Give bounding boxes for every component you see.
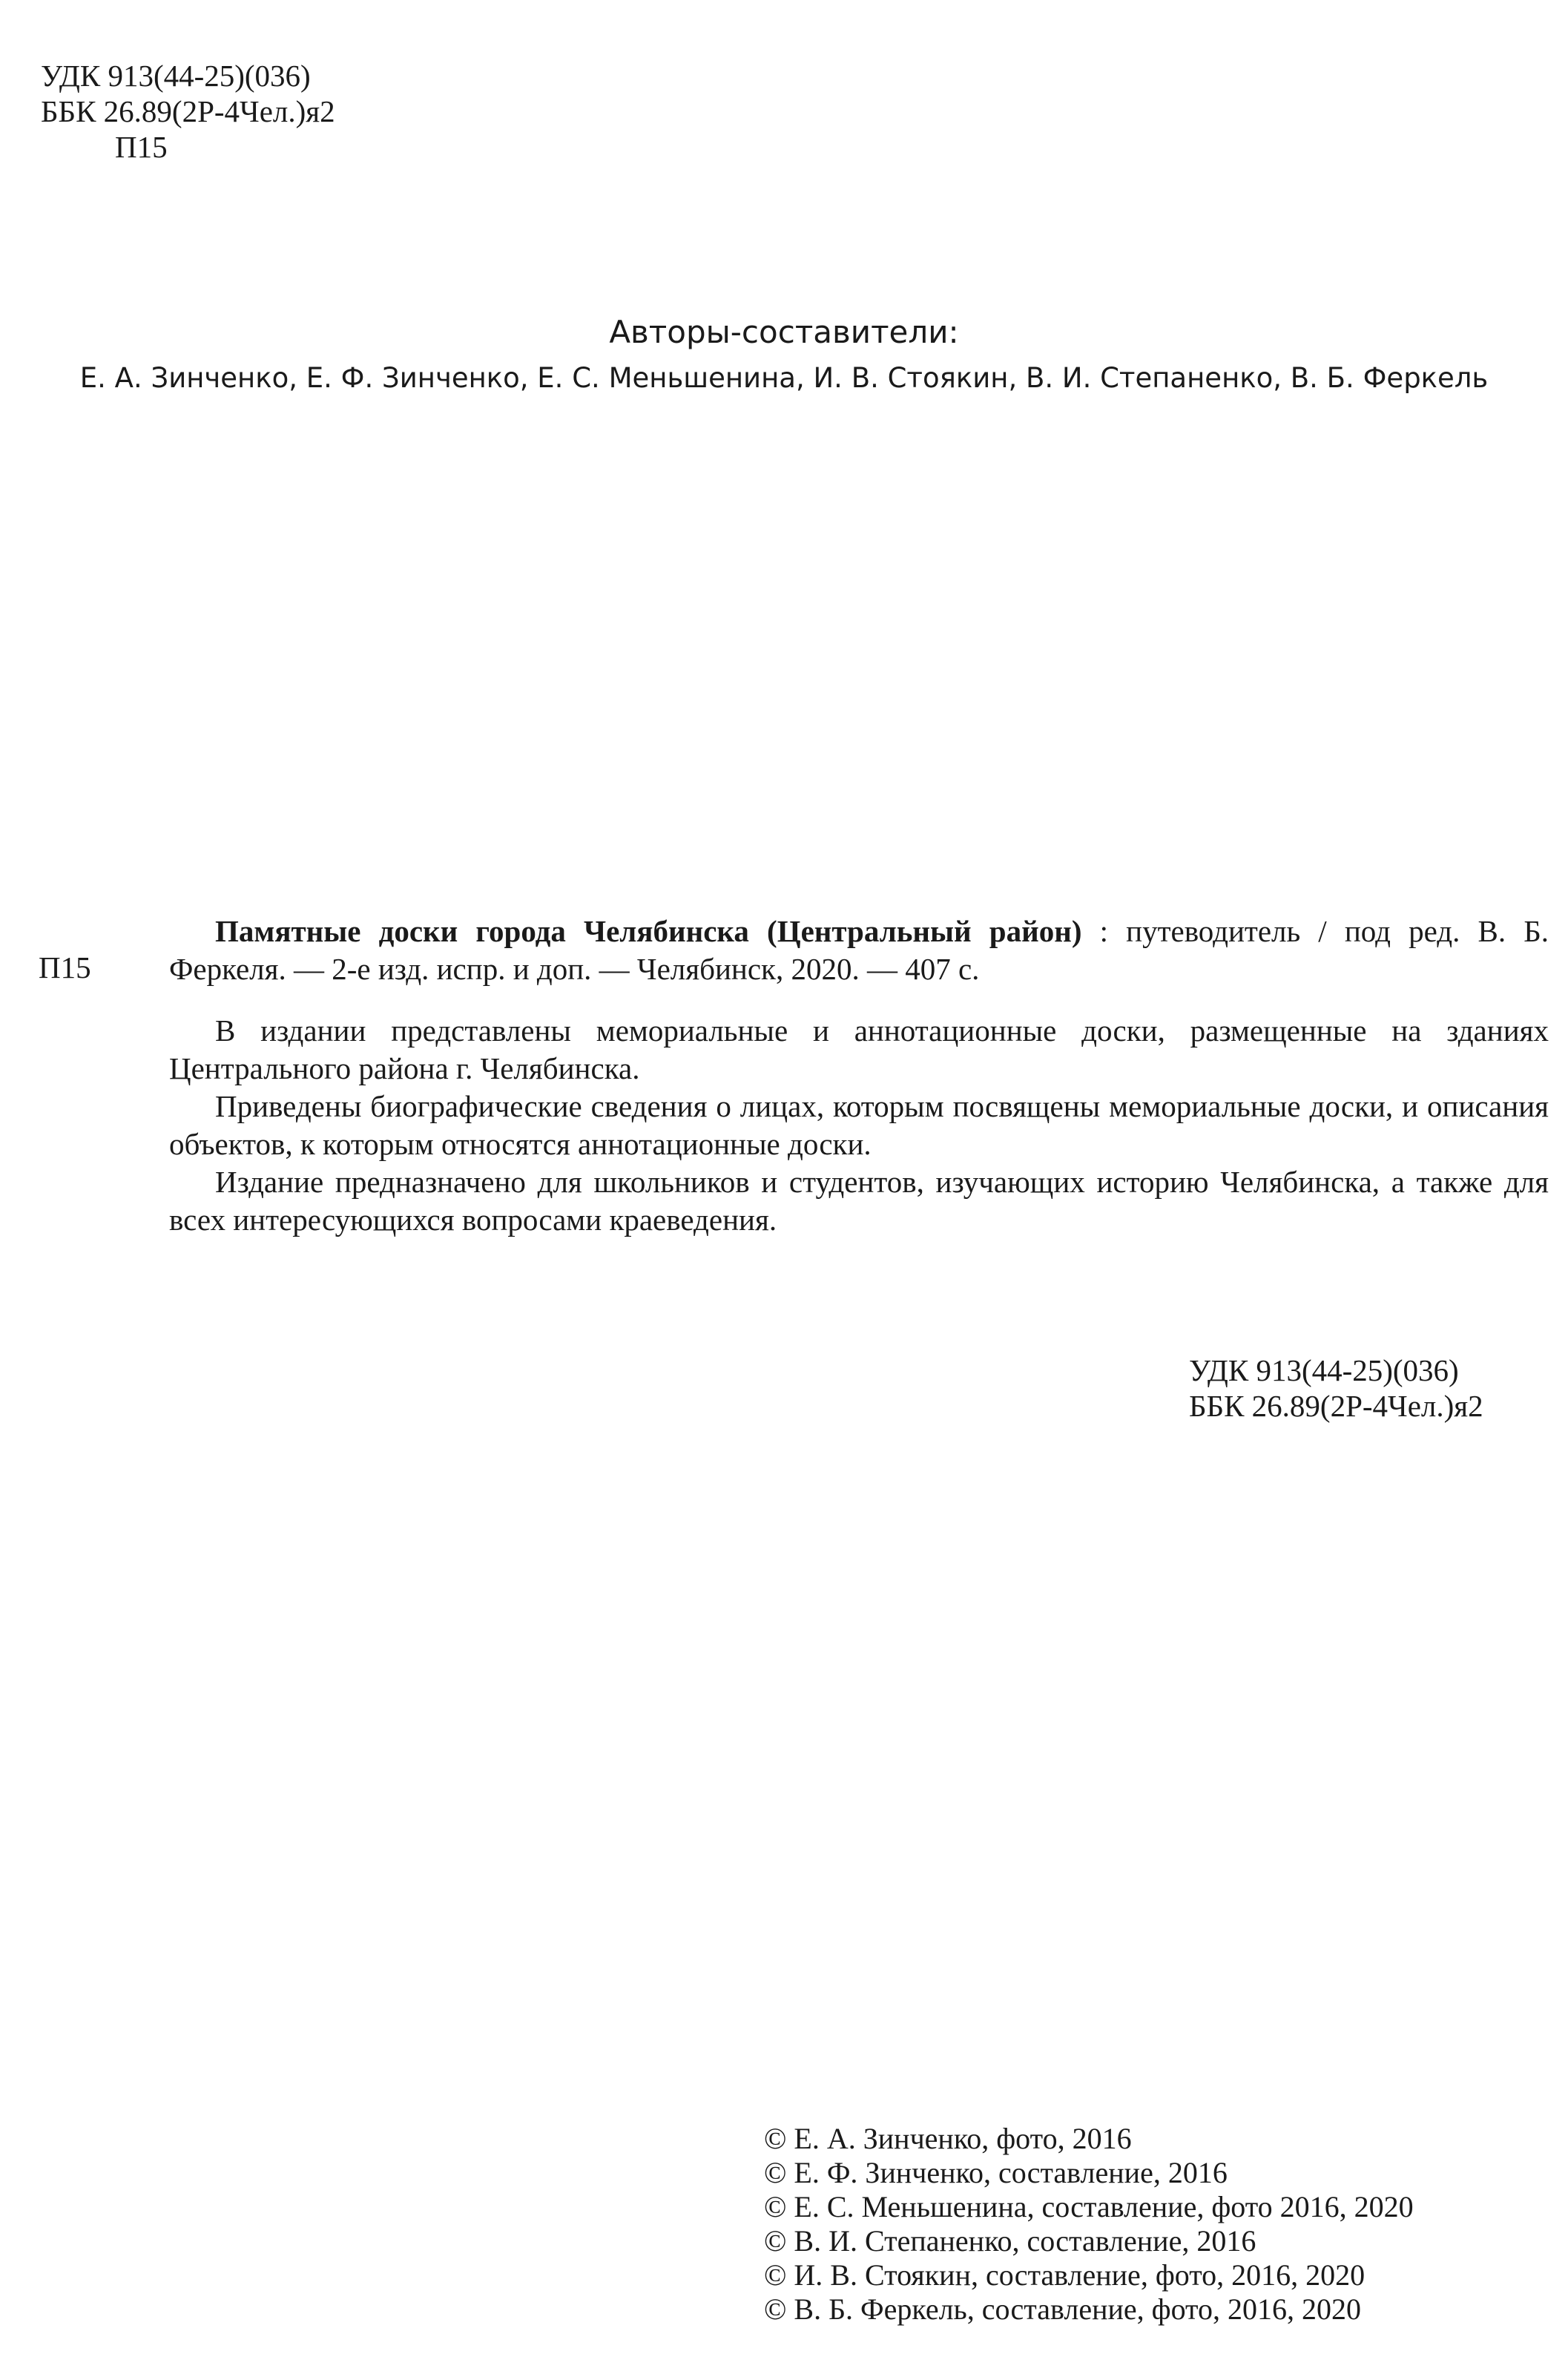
bibliographic-details: : путеводитель / под ред. В. Б. Феркеля. — 2-е изд. испр. и доп. — Челябинск, 2020. — 407 с.	[169, 914, 1549, 986]
copyright-line: © В. И. Степаненко, составление, 2016	[764, 2224, 1256, 2258]
book-title: Памятные доски города Челябинска (Центральный район)	[215, 914, 1082, 948]
copyright-line: © Е. Ф. Зинченко, составление, 2016	[764, 2156, 1228, 2189]
udk-code: УДК 913(44-25)(036)	[1189, 1353, 1459, 1387]
copyright-line: © Е. А. Зинченко, фото, 2016	[764, 2122, 1132, 2155]
bibliographic-record	[169, 913, 1549, 988]
annotation-author-mark: П15	[39, 950, 91, 984]
copyright-list	[764, 2122, 1414, 2327]
bbk-code: ББК 26.89(2Р-4Чел.)я2	[1189, 1389, 1483, 1423]
authors-list: Е. А. Зинченко, Е. Ф. Зинченко, Е. С. Меньшенина, И. В. Стоякин, В. И. Степаненко, В. Б. Феркель	[79, 362, 1489, 394]
copyright-line: © И. В. Стоякин, составление, фото, 2016, 2020	[764, 2258, 1366, 2292]
bibliographic-annotation	[169, 913, 1549, 1239]
annotation-paragraph: В издании представлены мемориальные и аннотационные доски, размещенные на зданиях Центрального района г. Челябинска.	[169, 1013, 1549, 1085]
annotation-paragraph: Издание предназначено для школьников и студентов, изучающих историю Челябинска, а также для всех интересующихся вопросами краеведения.	[169, 1165, 1549, 1237]
copyright-line: © Е. С. Меньшенина, составление, фото 2016, 2020	[764, 2190, 1414, 2223]
udk-code: УДК 913(44-25)(036)	[41, 59, 311, 93]
copyright-line: © В. Б. Феркель, составление, фото, 2016, 2020	[764, 2292, 1361, 2326]
authors-heading: Авторы-составители:	[609, 314, 959, 350]
classification-block-top	[41, 58, 335, 165]
annotation-paragraph: Приведены биографические сведения о лицах, которым посвящены мемориальные доски, и описания объектов, к которым относятся аннотационные доски.	[169, 1089, 1549, 1161]
author-mark: П15	[115, 130, 168, 164]
classification-block-bottom	[1189, 1352, 1483, 1424]
bbk-code: ББК 26.89(2Р-4Чел.)я2	[41, 94, 335, 128]
